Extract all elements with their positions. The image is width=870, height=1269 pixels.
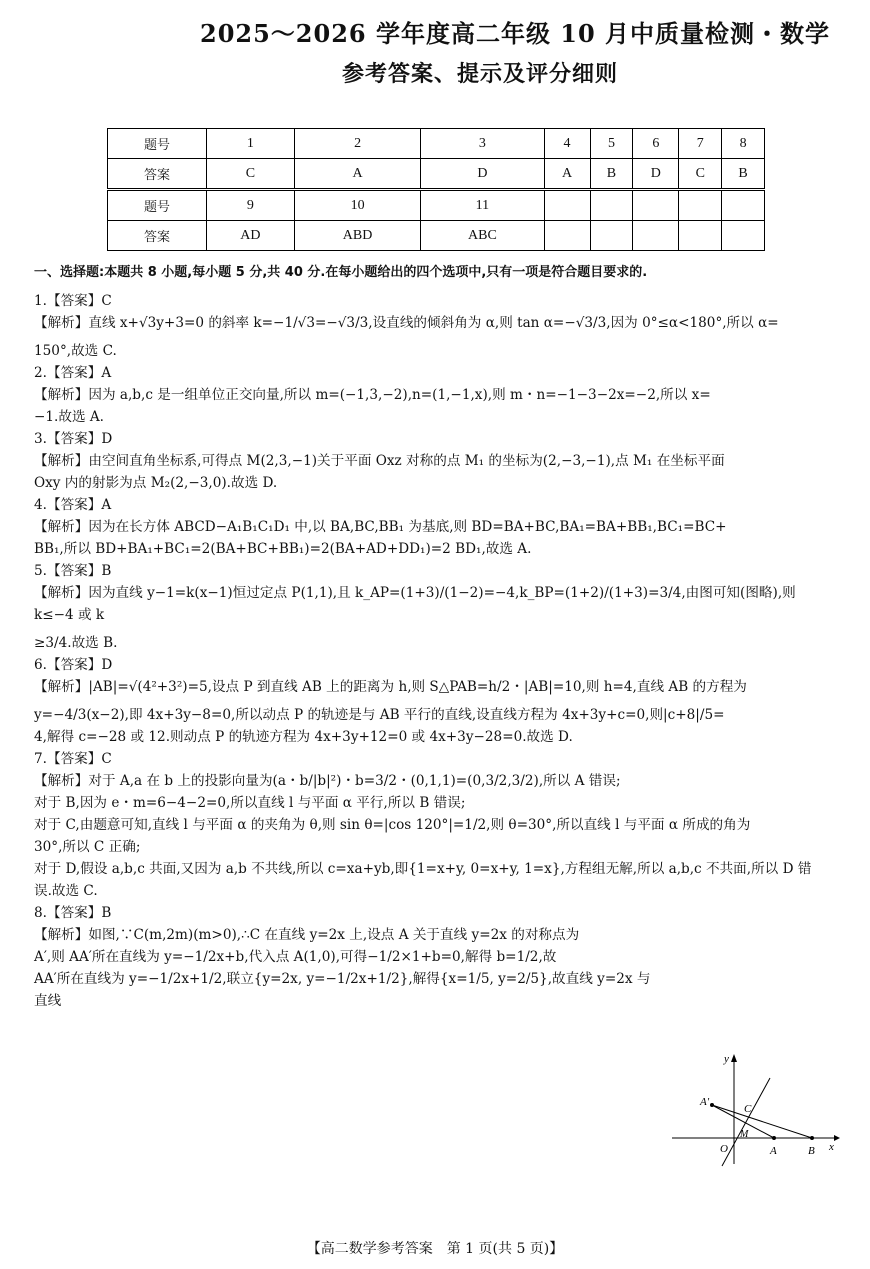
table-row bbox=[108, 221, 765, 251]
table-cell bbox=[679, 190, 722, 221]
explanation-line: 对于 B,因为 e・m=6−4−2=0,所以直线 l 与平面 α 平行,所以 B 错误; bbox=[34, 795, 466, 811]
table-cell: A bbox=[294, 159, 420, 190]
table-cell: A bbox=[544, 159, 590, 190]
table-cell: ABD bbox=[294, 221, 420, 251]
table-cell: 题号 bbox=[108, 129, 207, 159]
table-cell: 答案 bbox=[108, 159, 207, 190]
explanation-line: 150°,故选 C. bbox=[34, 343, 117, 359]
point-a bbox=[772, 1136, 776, 1140]
explanation-line: BB₁,所以 BD+BA₁+BC₁=2(BA+BC+BB₁)=2(BA+AD+DD₁)=2 BD₁,故选 A. bbox=[34, 541, 532, 557]
table-cell bbox=[544, 190, 590, 221]
table-cell: ABC bbox=[421, 221, 544, 251]
table-cell: B bbox=[722, 159, 765, 190]
solutions-body bbox=[34, 262, 834, 1012]
label-m: M bbox=[740, 1129, 749, 1140]
page-subtitle: 参考答案、提示及评分细则 bbox=[341, 61, 618, 87]
table-cell: D bbox=[633, 159, 679, 190]
explanation-line: 【解析】直线 x+√3y+3=0 的斜率 k=−1/√3=−√3/3,设直线的倾斜角为 α,则 tan α=−√3/3,因为 0°≤α<180°,所以 α= bbox=[34, 315, 779, 331]
explanation-line: ≥3/4.故选 B. bbox=[34, 635, 118, 651]
table-cell bbox=[722, 190, 765, 221]
explanation-line: 【解析】如图,∵C(m,2m)(m>0),∴C 在直线 y=2x 上,设点 A 关于直线 y=2x 的对称点为 bbox=[34, 927, 580, 943]
table-cell bbox=[590, 190, 633, 221]
table-cell: C bbox=[207, 159, 295, 190]
x-arrow-icon bbox=[834, 1135, 840, 1141]
line-a-prime-b bbox=[712, 1105, 812, 1138]
table-cell: 2 bbox=[294, 129, 420, 159]
explanation-line: 【解析】因为 a,b,c 是一组单位正交向量,所以 m=(−1,3,−2),n=(1,−1,x),则 m・n=−1−3−2x=−2,所以 x= bbox=[34, 387, 711, 403]
explanation-line: 4,解得 c=−28 或 12.则动点 P 的轨迹方程为 4x+3y+12=0 或 4x+3y−28=0.故选 D. bbox=[34, 729, 573, 745]
table-cell: 11 bbox=[421, 190, 544, 221]
answer-line: 1.【答案】C bbox=[34, 293, 112, 309]
label-x: x bbox=[829, 1141, 834, 1153]
geometry-figure bbox=[672, 1050, 842, 1168]
table-cell: C bbox=[679, 159, 722, 190]
point-a-prime bbox=[710, 1103, 714, 1107]
explanation-line: 对于 C,由题意可知,直线 l 与平面 α 的夹角为 θ,则 sin θ=|cos 120°|=1/2,则 θ=30°,所以直线 l 与平面 α 所成的角为 bbox=[34, 817, 751, 833]
table-cell bbox=[679, 221, 722, 251]
table-cell: 6 bbox=[633, 129, 679, 159]
explanation-line: Oxy 内的射影为点 M₂(2,−3,0).故选 D. bbox=[34, 475, 278, 491]
table-cell: 题号 bbox=[108, 190, 207, 221]
answer-table bbox=[107, 128, 765, 251]
table-cell: 4 bbox=[544, 129, 590, 159]
answer-line: 6.【答案】D bbox=[34, 657, 113, 673]
explanation-line: 【解析】因为在长方体 ABCD−A₁B₁C₁D₁ 中,以 BA,BC,BB₁ 为基底,则 BD=BA+BC,BA₁=BA+BB₁,BC₁=BC+ bbox=[34, 519, 727, 535]
label-y: y bbox=[724, 1053, 729, 1065]
explanation-line: 【解析】对于 A,a 在 b 上的投影向量为(a・b/|b|²)・b=3/2・(0,1,1)=(0,3/2,3/2),所以 A 错误; bbox=[34, 773, 621, 789]
explanation-line: AA′所在直线为 y=−1/2x+1/2,联立{y=2x, y=−1/2x+1/2},解得{x=1/5, y=2/5},故直线 y=2x 与直线 bbox=[34, 971, 651, 1009]
explanation-line: 【解析】因为直线 y−1=k(x−1)恒过定点 P(1,1),且 k_AP=(1+3)/(1−2)=−4,k_BP=(1+2)/(1+3)=3/4,由图可知(图略),则k≤−4 或 k bbox=[34, 585, 796, 623]
y-arrow-icon bbox=[731, 1054, 737, 1062]
label-b: B bbox=[808, 1145, 815, 1157]
explanation-line: 30°,所以 C 正确; bbox=[34, 839, 141, 855]
label-a-prime: A′ bbox=[700, 1096, 710, 1108]
table-cell bbox=[633, 221, 679, 251]
explanation-line: 对于 D,假设 a,b,c 共面,又因为 a,b 不共线,所以 c=xa+yb,即{1=x+y, 0=x+y, 1=x},方程组无解,所以 a,b,c 不共面,所以 D 错 bbox=[34, 861, 812, 877]
explanation-line: y=−4/3(x−2),即 4x+3y−8=0,所以动点 P 的轨迹是与 AB 平行的直线,设直线方程为 4x+3y+c=0,则|c+8|/5= bbox=[34, 707, 725, 723]
table-cell: 答案 bbox=[108, 221, 207, 251]
table-row bbox=[108, 129, 765, 159]
page-title: 2025～2026 学年度高二年级 10 月中质量检测・数学 bbox=[200, 19, 831, 48]
table-cell bbox=[722, 221, 765, 251]
answer-line: 4.【答案】A bbox=[34, 497, 112, 513]
table-cell: 9 bbox=[207, 190, 295, 221]
table-cell: 5 bbox=[590, 129, 633, 159]
point-b bbox=[810, 1136, 814, 1140]
answer-line: 2.【答案】A bbox=[34, 365, 112, 381]
label-o: O bbox=[720, 1143, 728, 1155]
explanation-line: −1.故选 A. bbox=[34, 409, 105, 425]
table-row bbox=[108, 159, 765, 190]
section-heading: 一、选择题:本题共 8 小题,每小题 5 分,共 40 分.在每小题给出的四个选项中,只有一项是符合题目要求的. bbox=[34, 265, 648, 280]
table-cell: 3 bbox=[421, 129, 544, 159]
table-cell: 10 bbox=[294, 190, 420, 221]
table-cell bbox=[590, 221, 633, 251]
table-cell: AD bbox=[207, 221, 295, 251]
table-cell bbox=[544, 221, 590, 251]
answer-line: 8.【答案】B bbox=[34, 905, 112, 921]
answer-line: 3.【答案】D bbox=[34, 431, 113, 447]
table-row bbox=[108, 190, 765, 221]
table-cell: D bbox=[421, 159, 544, 190]
answer-line: 5.【答案】B bbox=[34, 563, 112, 579]
answer-line: 7.【答案】C bbox=[34, 751, 112, 767]
page-footer: 【高二数学参考答案 第 1 页(共 5 页)】 bbox=[306, 1241, 564, 1257]
explanation-line: 【解析】由空间直角坐标系,可得点 M(2,3,−1)关于平面 Oxz 对称的点 M₁ 的坐标为(2,−3,−1),点 M₁ 在坐标平面 bbox=[34, 453, 725, 469]
explanation-line: 误.故选 C. bbox=[34, 883, 98, 899]
table-cell: B bbox=[590, 159, 633, 190]
table-cell bbox=[633, 190, 679, 221]
table-cell: 8 bbox=[722, 129, 765, 159]
explanation-line: 【解析】|AB|=√(4²+3²)=5,设点 P 到直线 AB 上的距离为 h,则 S△PAB=h/2・|AB|=10,则 h=4,直线 AB 的方程为 bbox=[34, 679, 747, 695]
label-c: C bbox=[744, 1103, 752, 1115]
label-a: A bbox=[770, 1145, 777, 1157]
table-cell: 1 bbox=[207, 129, 295, 159]
table-cell: 7 bbox=[679, 129, 722, 159]
explanation-line: A′,则 AA′所在直线为 y=−1/2x+b,代入点 A(1,0),可得−1/2×1+b=0,解得 b=1/2,故 bbox=[34, 949, 557, 965]
